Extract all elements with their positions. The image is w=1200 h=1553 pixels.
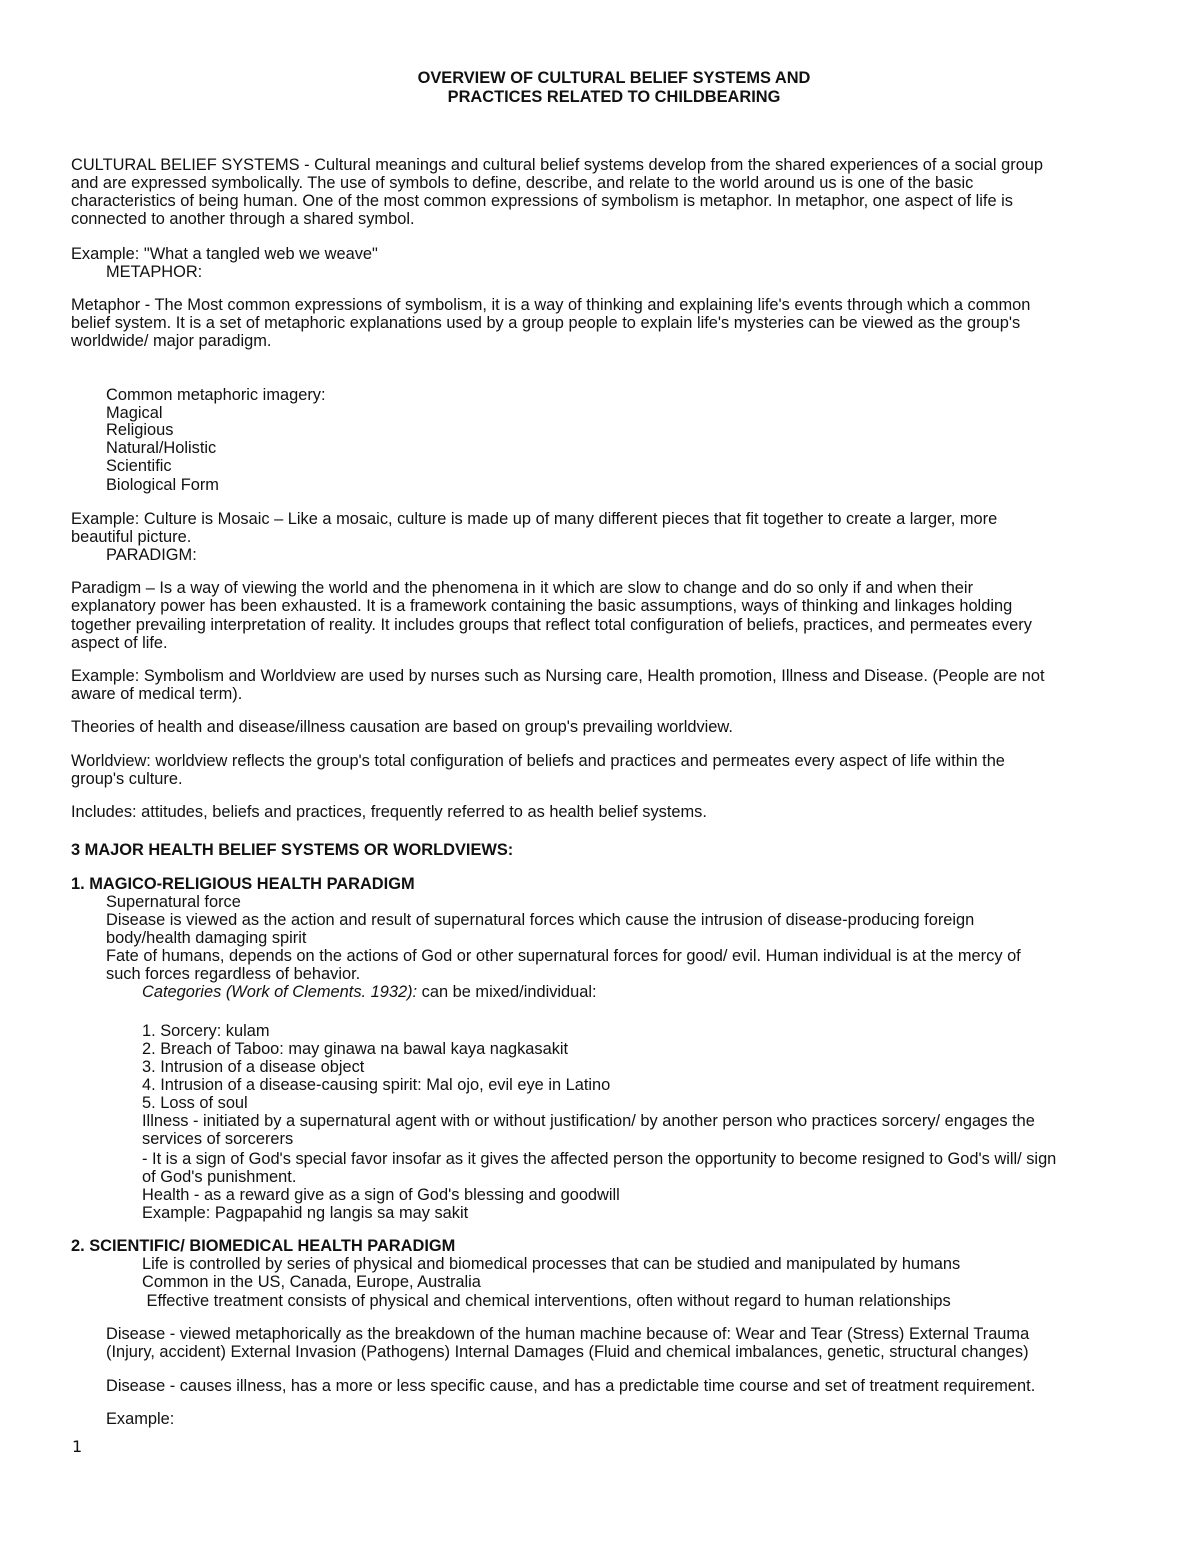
metaphor-line-3: worldwide/ major paradigm. [71, 332, 272, 350]
scientific-heading: 2. SCIENTIFIC/ BIOMEDICAL HEALTH PARADIGM [71, 1237, 456, 1255]
paradigm-line-4: aspect of life. [71, 634, 168, 652]
imagery-item: Religious [106, 421, 174, 439]
magico-disease-line-2: body/health damaging spirit [106, 929, 307, 947]
magico-illness-line-2: services of sorcerers [142, 1130, 294, 1148]
magico-fate-line-1: Fate of humans, depends on the actions of God or other supernatural forces for good/ evil. Human individual is at the mercy of [106, 947, 1021, 965]
magico-health: Health - as a reward give as a sign of God's blessing and goodwill [142, 1186, 620, 1204]
category-item: 1. Sorcery: kulam [142, 1022, 270, 1040]
scientific-disease1-line-2: (Injury, accident) External Invasion (Pathogens) Internal Damages (Fluid and chemical imbalances, genetic, structural changes) [106, 1343, 1029, 1361]
category-item: 2. Breach of Taboo: may ginawa na bawal kaya nagkasakit [142, 1040, 569, 1058]
intro-line-4: connected to another through a shared symbol. [71, 210, 415, 228]
magico-supernatural: Supernatural force [106, 893, 241, 911]
mosaic-line-2: beautiful picture. [71, 528, 192, 546]
magico-example: Example: Pagpapahid ng langis sa may sakit [142, 1204, 469, 1222]
metaphor-heading: METAPHOR: [106, 263, 203, 281]
magico-fate-line-2: such forces regardless of behavior. [106, 965, 361, 983]
metaphor-line-2: belief system. It is a set of metaphoric explanations used by a group people to explain life's mysteries can be viewed as the group's [71, 314, 1021, 332]
paradigm-line-1: Paradigm – Is a way of viewing the world and the phenomena in it which are slow to change and do so only if and when their [71, 579, 974, 597]
imagery-item: Natural/Holistic [106, 439, 217, 457]
paradigm-line-3: together prevailing interpretation of reality. It includes groups that reflect total configuration of beliefs, practices, and permeates every [71, 616, 1032, 634]
scientific-line-1: Life is controlled by series of physical and biomedical processes that can be studied and manipulated by humans [142, 1255, 961, 1273]
intro-line-1: CULTURAL BELIEF SYSTEMS - Cultural meanings and cultural belief systems develop from the shared experiences of a social group [71, 156, 1044, 174]
theories-paragraph: Theories of health and disease/illness causation are based on group's prevailing worldview. [71, 718, 733, 736]
paradigm-line-2: explanatory power has been exhausted. It is a framework containing the basic assumptions, ways of thinking and linkages holding [71, 597, 1013, 615]
imagery-item: Magical [106, 404, 163, 422]
imagery-heading: Common metaphoric imagery: [106, 386, 326, 404]
example-symbolism-line-1: Example: Symbolism and Worldview are used by nurses such as Nursing care, Health promotion, Illness and Disease. (People are not [71, 667, 1045, 685]
magico-categories [142, 983, 597, 1001]
category-item: 4. Intrusion of a disease-causing spirit: Mal ojo, evil eye in Latino [142, 1076, 611, 1094]
example-tangled-web: Example: "What a tangled web we weave" [71, 245, 378, 263]
magico-sign-line-2: of God's punishment. [142, 1168, 297, 1186]
includes-paragraph: Includes: attitudes, beliefs and practices, frequently referred to as health belief systems. [71, 803, 707, 821]
worldview-line-2: group's culture. [71, 770, 183, 788]
title-line-1: OVERVIEW OF CULTURAL BELIEF SYSTEMS AND [417, 69, 811, 87]
metaphor-line-1: Metaphor - The Most common expressions of symbolism, it is a way of thinking and explaining life's events through which a common [71, 296, 1031, 314]
major-systems-heading: 3 MAJOR HEALTH BELIEF SYSTEMS OR WORLDVIEWS: [71, 841, 514, 859]
magico-illness-line-1: Illness - initiated by a supernatural agent with or without justification/ by another person who practices sorcery/ engages the [142, 1112, 1035, 1130]
categories-italic: Categories (Work of Clements. 1932): [142, 983, 418, 1001]
magico-sign-line-1: - It is a sign of God's special favor insofar as it gives the affected person the opportunity to become resigned to God's will/ sign [142, 1150, 1057, 1168]
paradigm-heading: PARADIGM: [106, 546, 197, 564]
categories-rest: can be mixed/individual: [417, 983, 597, 1001]
category-item: 3. Intrusion of a disease object [142, 1058, 365, 1076]
scientific-disease1-line-1: Disease - viewed metaphorically as the breakdown of the human machine because of: Wear and Tear (Stress) External Trauma [106, 1325, 1030, 1343]
magico-heading: 1. MAGICO-RELIGIOUS HEALTH PARADIGM [71, 875, 415, 893]
title-line-2: PRACTICES RELATED TO CHILDBEARING [447, 88, 781, 106]
page-number: 1 [72, 1437, 83, 1456]
imagery-item: Scientific [106, 457, 172, 475]
worldview-line-1: Worldview: worldview reflects the group's total configuration of beliefs and practices and permeates every aspect of life within the [71, 752, 1005, 770]
magico-disease-line-1: Disease is viewed as the action and result of supernatural forces which cause the intrusion of disease-producing foreign [106, 911, 975, 929]
category-item: 5. Loss of soul [142, 1094, 248, 1112]
scientific-example: Example: [106, 1410, 175, 1428]
scientific-disease2: Disease - causes illness, has a more or less specific cause, and has a predictable time course and set of treatment requirement. [106, 1377, 1036, 1395]
intro-line-2: and are expressed symbolically. The use of symbols to define, describe, and relate to the world around us is one of the basic [71, 174, 974, 192]
intro-line-3: characteristics of being human. One of the most common expressions of symbolism is metaphor. In metaphor, one aspect of life is [71, 192, 1013, 210]
scientific-line-2: Common in the US, Canada, Europe, Australia [142, 1273, 481, 1291]
mosaic-line-1: Example: Culture is Mosaic – Like a mosaic, culture is made up of many different pieces that fit together to create a larger, more [71, 510, 998, 528]
imagery-item: Biological Form [106, 476, 219, 494]
example-symbolism-line-2: aware of medical term). [71, 685, 243, 703]
scientific-line-3: Effective treatment consists of physical and chemical interventions, often without regard to human relationships [142, 1292, 951, 1310]
